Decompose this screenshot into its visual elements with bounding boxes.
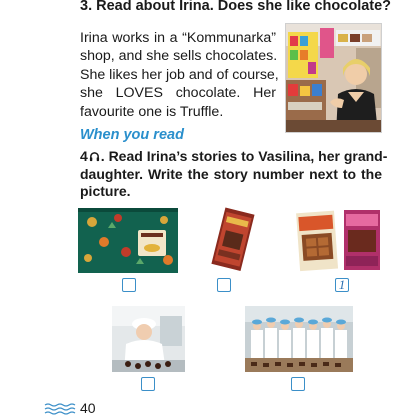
answer-box-2[interactable] bbox=[217, 278, 231, 292]
task-line: picture. bbox=[80, 183, 131, 200]
intro-paragraph bbox=[80, 29, 279, 121]
answer-box-4[interactable] bbox=[141, 377, 155, 391]
headphones-icon bbox=[89, 151, 100, 162]
task-text: . Read Irina’s stories to Vasilina, her grand- bbox=[100, 148, 388, 164]
green-chocolate-box-picture bbox=[78, 208, 178, 273]
exercise-4-instructions bbox=[80, 148, 388, 201]
intro-line: Irina works in a “Kommunarka” bbox=[80, 30, 276, 46]
factory-workers-group-picture bbox=[245, 306, 353, 372]
intro-line: favourite one is Truffle. bbox=[80, 103, 224, 120]
brown-chocolate-bar-picture bbox=[206, 206, 258, 272]
intro-line: She likes her job and of course, bbox=[80, 66, 279, 83]
page-number: 40 bbox=[80, 400, 96, 416]
intro-line: shop, and she sells chocolates. bbox=[80, 48, 278, 65]
answer-box-1[interactable] bbox=[122, 278, 136, 292]
exercise-3-heading: 3. Read about Irina. Does she like chocolate? bbox=[80, 0, 392, 14]
two-chocolate-bars-picture bbox=[296, 208, 382, 272]
answer-box-3[interactable]: 1 bbox=[335, 278, 349, 292]
answer-box-5[interactable] bbox=[291, 377, 305, 391]
when-you-read-subhead: When you read bbox=[80, 127, 184, 143]
exercise-number: 4 bbox=[80, 148, 88, 164]
waves-icon bbox=[44, 402, 76, 416]
chocolatier-woman-picture bbox=[112, 306, 185, 372]
intro-line: she LOVES chocolate. Her bbox=[80, 85, 276, 102]
task-line: daughter. Write the story number next to the bbox=[80, 165, 382, 182]
task-line bbox=[80, 148, 388, 166]
irina-shop-photo bbox=[285, 23, 382, 133]
